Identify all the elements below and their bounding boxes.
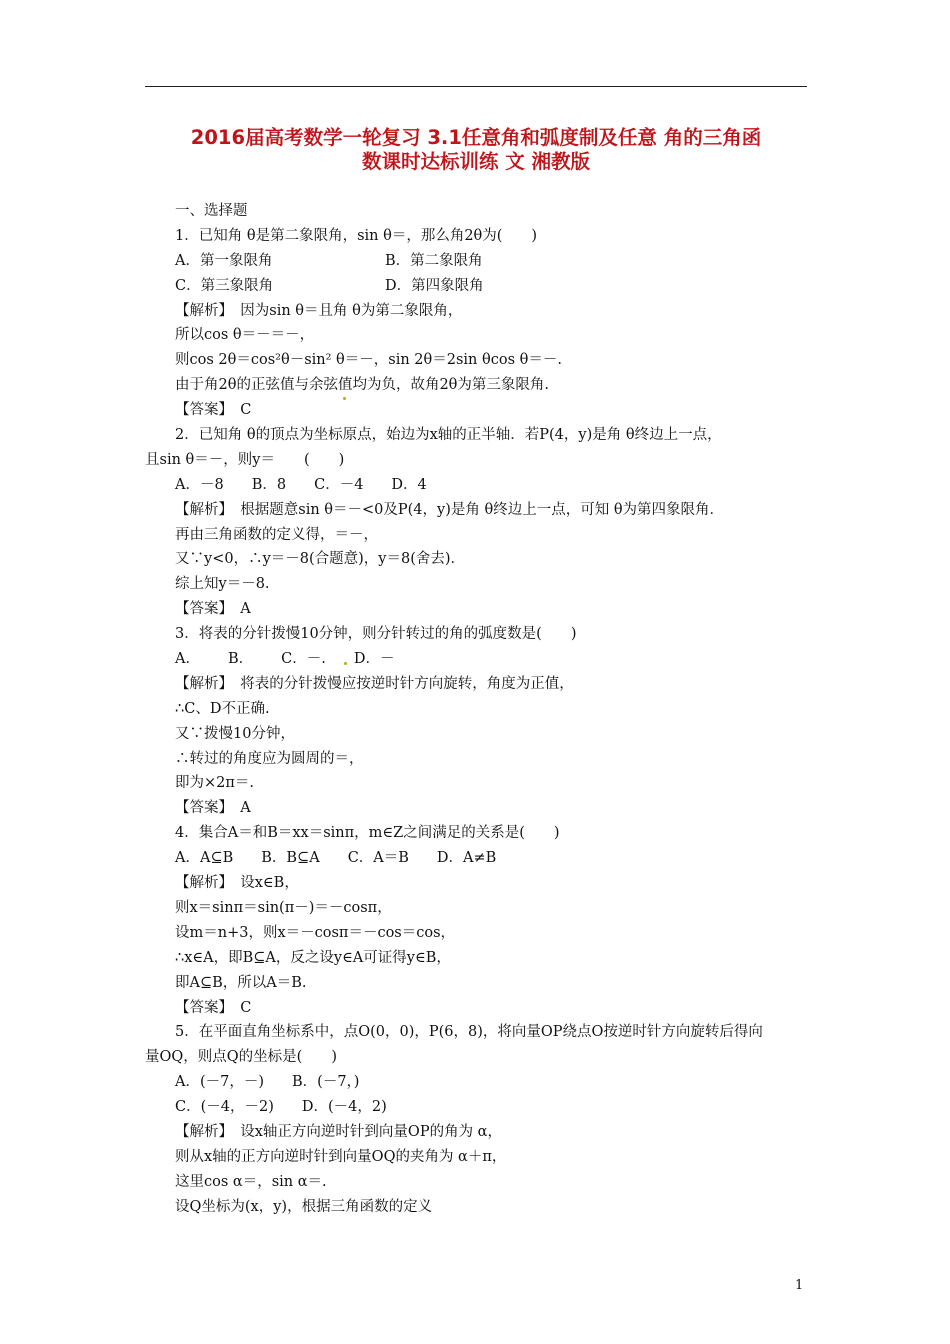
page-number: 1	[795, 1278, 804, 1293]
option-item: D．A≠B	[436, 850, 497, 867]
text-line: ∴x∈A，即B⊆A，反之设y∈A可证得y∈B，	[175, 949, 451, 966]
text-line: 一、选择题	[175, 203, 248, 219]
option-item: C．A＝B	[347, 850, 409, 867]
option-line	[145, 473, 810, 498]
option-item: A．(－7，－)	[175, 1074, 265, 1091]
option-item: A．－8	[175, 476, 224, 493]
document-title	[145, 126, 807, 174]
speck-mark	[344, 662, 347, 665]
text-line: 所以cos θ＝－＝－，	[175, 327, 315, 344]
text-line: ∴C、D不正确.	[175, 700, 270, 717]
text-line: 3．将表的分针拨慢10分钟，则分针转过的角的弧度数是( )	[175, 626, 577, 643]
option-item: A．第一象限角	[175, 252, 273, 269]
text-line: 则cos 2θ＝cos²θ－sin² θ＝－，sin 2θ＝2sin θcos θ＝－.	[175, 352, 562, 369]
option-item: D．4	[391, 476, 427, 493]
text-line: 又∵拨慢10分钟，	[175, 725, 295, 742]
text-line: 即A⊆B，所以A＝B.	[175, 974, 307, 991]
text-line: 由于角2θ的正弦值与余弦值均为负，故角2θ为第三象限角.	[175, 377, 550, 394]
option-item: C．第三象限角	[175, 277, 274, 294]
text-line: ∴转过的角度应为圆周的＝，	[175, 750, 364, 767]
text-line: 【答案】 C	[175, 402, 252, 419]
option-item: B．第二象限角	[385, 252, 483, 269]
text-line: 则从x轴的正方向逆时针到向量OQ的夹角为 α＋π，	[175, 1148, 507, 1165]
text-line: 且sin θ＝－，则y＝ ( )	[145, 451, 345, 468]
option-item: B．	[227, 651, 254, 668]
option-line	[145, 647, 810, 672]
title-line-2: 数课时达标训练 文 湘教版	[361, 150, 591, 173]
option-line	[145, 249, 810, 274]
speck-mark	[343, 397, 346, 400]
title-line-1: 2016届高考数学一轮复习 3.1任意角和弧度制及任意 角的三角函	[190, 126, 762, 149]
option-item: C．－.	[281, 651, 326, 668]
text-line: 2．已知角 θ的顶点为坐标原点，始边为x轴的正半轴．若P(4，y)是角 θ终边上一点，	[175, 427, 722, 444]
option-item: B．8	[251, 476, 287, 493]
text-line: 设Q坐标为(x，y)，根据三角函数的定义	[175, 1198, 433, 1215]
text-line: 这里cos α＝，sin α＝.	[175, 1173, 327, 1190]
text-line: 【解析】 根据题意sin θ＝－<0及P(4，y)是角 θ终边上一点，可知 θ为第四象限角．	[175, 501, 725, 518]
text-line: 【解析】 将表的分针拨慢应按逆时针方向旋转，角度为正值，	[175, 675, 574, 692]
option-item: A．A⊆B	[175, 850, 234, 867]
option-item: A．	[175, 651, 200, 668]
text-line: 设m＝n+3，则x＝－cosπ＝－cos＝cos，	[175, 924, 456, 941]
text-line: 【解析】 设x轴正方向逆时针到向量OP的角为 α，	[175, 1123, 502, 1140]
text-line: 【解析】 因为sin θ＝且角 θ为第二象限角，	[175, 302, 463, 319]
text-line: 量OQ，则点Q的坐标是( )	[145, 1049, 337, 1066]
option-line	[145, 846, 810, 871]
option-item: D．－	[353, 651, 395, 668]
text-line: 【答案】 C	[175, 999, 252, 1016]
text-line: 又∵y<0，∴y＝－8(合题意)，y＝8(舍去)．	[175, 551, 466, 568]
text-line: 再由三角函数的定义得，＝－，	[175, 526, 378, 543]
text-line: 【答案】 A	[175, 601, 251, 618]
option-line	[145, 274, 810, 299]
text-line: 5．在平面直角坐标系中，点O(0，0)，P(6，8)，将向量OP绕点O按逆时针方向旋转后得向	[175, 1024, 763, 1041]
option-item: B．(－7，)	[292, 1074, 360, 1091]
text-line: 4．集合A＝和B＝xx＝sinπ，m∈Z之间满足的关系是( )	[175, 825, 560, 842]
option-line	[145, 1095, 810, 1120]
option-item: C．(－4，－2)	[175, 1099, 274, 1116]
option-item: D．(－4，2)	[301, 1099, 387, 1116]
document-body	[145, 199, 810, 1220]
option-item: B．B⊆A	[261, 850, 320, 867]
text-line: 1．已知角 θ是第二象限角，sin θ＝，那么角2θ为( )	[175, 227, 538, 244]
option-line	[145, 1070, 810, 1095]
text-line: 综上知y＝－8.	[175, 576, 270, 593]
option-item: D．第四象限角	[385, 277, 484, 294]
text-line: 【解析】 设x∈B，	[175, 875, 299, 892]
text-line: 则x＝sinπ＝sin(π－)＝－cosπ，	[175, 899, 392, 916]
text-line: 即为×2π＝.	[175, 775, 255, 792]
text-line: 【答案】 A	[175, 800, 251, 817]
option-item: C．－4	[314, 476, 364, 493]
top-rule	[145, 86, 807, 87]
